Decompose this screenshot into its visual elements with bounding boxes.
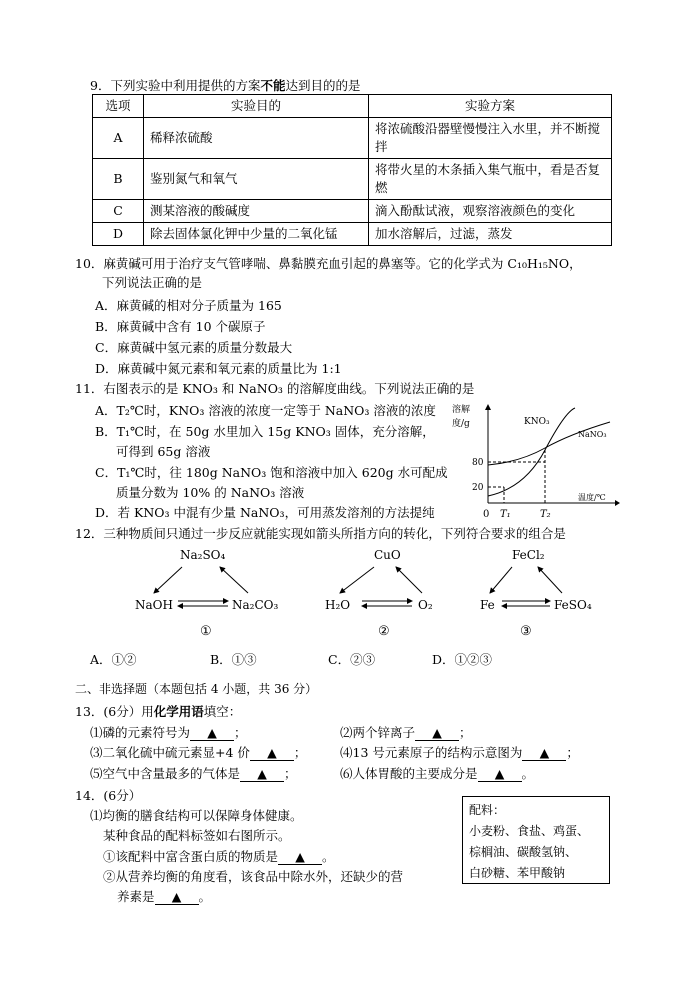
q12-option-b: B．①③ <box>210 652 257 667</box>
q12-g2-top: CuO <box>374 548 401 562</box>
q10-option-d: D．麻黄碱中氮元素和氧元素的质量比为 1:1 <box>95 361 342 376</box>
ingredient-title: 配料： <box>469 803 506 817</box>
q12-g3-num: ③ <box>520 624 532 639</box>
tick-80: 80 <box>472 458 484 468</box>
q12-option-d: D．①②③ <box>432 652 493 667</box>
ingredient-label-box <box>462 796 610 884</box>
answer-blank[interactable]: ▲ <box>522 745 566 761</box>
q13-item-punct: 。 <box>521 766 535 781</box>
q12-g2-arrow-right-top <box>396 567 422 593</box>
q14-line1: ⑴均衡的膳食结构可以保障身体健康。 <box>90 808 303 823</box>
q12-g3-arrow-top-left <box>490 567 512 593</box>
q14-sub2-text: 养素是 <box>117 889 155 904</box>
q13-item-punct: ； <box>284 766 297 781</box>
q13-item-text: ⑶二氧化硫中硫元素显+4 价 <box>90 745 250 760</box>
q12-g1-left: NaOH <box>135 598 173 612</box>
q14-sub2-line2 <box>117 887 211 905</box>
q9-row-option: A <box>93 118 144 159</box>
q13-item-text: ⑵两个锌离子 <box>340 725 416 740</box>
q10-stem-line1: 10．麻黄碱可用于治疗支气管哮喘、鼻黏膜充血引起的鼻塞等。它的化学式为 C₁₀H₁₅NO， <box>75 256 582 271</box>
solubility-graph <box>450 400 620 520</box>
q13-item-text: ⑸空气中含量最多的气体是 <box>90 766 241 781</box>
q14-sub1-text: ①该配料中富含蛋白质的物质是 <box>103 849 279 864</box>
q9-row-plan: 滴入酚酞试液，观察溶液颜色的变化 <box>369 200 612 223</box>
q13-item-punct: ； <box>566 745 579 760</box>
q11-option-b-line1: B．T₁℃时，在 50g 水里加入 15g KNO₃ 固体，充分溶解， <box>95 424 435 439</box>
q13-item-2 <box>340 723 472 741</box>
q14-line2: 某种食品的配料标签如右图所示。 <box>103 828 291 843</box>
q9-header-option: 选项 <box>93 95 144 118</box>
section-heading: 二、非选择题（本题包括 4 小题，共 36 分） <box>75 682 318 696</box>
q12-g2-right: O₂ <box>418 598 433 612</box>
answer-blank[interactable]: ▲ <box>415 725 459 741</box>
q12-stem: 12．三种物质间只通过一步反应就能实现如箭头所指方向的转化，下列符合要求的组合是 <box>75 526 566 541</box>
q12-g1-arrow-right-top <box>220 567 248 593</box>
q13-item-text: ⑴磷的元素符号为 <box>90 725 191 740</box>
q13-stem-suffix: 填空： <box>203 704 242 719</box>
q13-item-text: ⑷13 号元素原子的结构示意图为 <box>340 745 523 760</box>
q9-row-option: D <box>93 223 144 246</box>
t2-label: T₂ <box>540 509 551 520</box>
nano3-label: NaNO₃ <box>578 430 607 439</box>
q12-option-a: A．①② <box>90 652 137 667</box>
q10-option-c: C．麻黄碱中氢元素的质量分数最大 <box>95 340 293 355</box>
q10-option-a: A．麻黄碱的相对分子质量为 165 <box>95 298 282 313</box>
q12-g3-right: FeSO₄ <box>554 598 592 612</box>
y-label-line1: 溶解 <box>452 405 471 415</box>
q14-sub1-punct: 。 <box>322 849 335 864</box>
tick-20: 20 <box>472 483 484 493</box>
x-axis-arrow <box>615 500 620 506</box>
q9-row-goal: 鉴别氮气和氧气 <box>144 159 369 200</box>
q11-option-c-line1: C．T₁℃时，往 180g NaNO₃ 饱和溶液中加入 620g 水可配成 <box>95 465 448 480</box>
answer-blank[interactable]: ▲ <box>240 766 284 782</box>
answer-blank[interactable]: ▲ <box>250 745 294 761</box>
x-label: 温度/℃ <box>578 493 606 502</box>
q9-row-plan: 将带火星的木条插入集气瓶中，看是否复燃 <box>369 159 612 200</box>
answer-blank[interactable]: ▲ <box>155 889 199 905</box>
q13-stem-bold: 化学用语 <box>153 704 204 719</box>
q11-option-b-line2: 可得到 65g 溶液 <box>116 444 211 459</box>
q13-item-text: ⑹人体胃酸的主要成分是 <box>340 766 478 781</box>
q9-row-plan: 加水溶解后，过滤，蒸发 <box>369 223 612 246</box>
q13-item-punct: ； <box>234 725 247 740</box>
kno3-label: KNO₃ <box>524 417 550 427</box>
y-axis-arrow <box>485 404 491 410</box>
q9-table <box>92 94 612 246</box>
origin-label: 0 <box>483 509 490 520</box>
q11-option-a: A．T₂℃时，KNO₃ 溶液的浓度一定等于 NaNO₃ 溶液的浓度 <box>95 403 436 418</box>
q9-stem-prefix: 9．下列实验中利用提供的方案 <box>90 78 261 93</box>
q13-stem-prefix: 13．(6分）用 <box>75 704 154 719</box>
q14-sub2-punct: 。 <box>198 889 212 904</box>
q9-header-goal: 实验目的 <box>144 95 369 118</box>
ingredient-line: 白砂糖、苯甲酸钠 <box>469 866 566 880</box>
q9-row-goal: 稀释浓硫酸 <box>144 118 369 159</box>
q12-g1-num: ① <box>200 624 212 639</box>
q13-item-6 <box>340 764 534 782</box>
q12-g1-right: Na₂CO₃ <box>232 598 279 612</box>
y-label-line2: 度/g <box>452 419 470 429</box>
q12-option-c: C．②③ <box>328 652 376 667</box>
q11-option-d: D．若 KNO₃ 中混有少量 NaNO₃，可用蒸发溶剂的方法提纯 <box>95 505 435 520</box>
q10-option-b: B．麻黄碱中含有 10 个碳原子 <box>95 319 266 334</box>
q12-diagrams <box>130 545 610 640</box>
answer-blank[interactable]: ▲ <box>478 766 522 782</box>
q12-g2-left: H₂O <box>325 598 351 612</box>
q13-item-3 <box>90 743 306 761</box>
q12-g2-arrow-top-left <box>340 567 374 593</box>
q14-stem: 14．(6分） <box>75 788 142 803</box>
answer-blank[interactable]: ▲ <box>190 725 234 741</box>
q10-stem-line2: 下列说法正确的是 <box>102 275 203 290</box>
q9-stem <box>90 76 361 94</box>
t1-label: T₁ <box>500 509 511 520</box>
q13-stem <box>75 702 241 720</box>
ingredient-line: 棕榈油、碳酸氢钠、 <box>469 845 578 859</box>
q9-stem-suffix: 达到目的的是 <box>285 78 361 93</box>
q13-item-4 <box>340 743 579 761</box>
answer-blank[interactable]: ▲ <box>278 849 322 865</box>
q9-row-option: C <box>93 200 144 223</box>
ingredient-line: 小麦粉、食盐、鸡蛋、 <box>469 824 590 838</box>
q13-item-punct: ； <box>293 745 307 760</box>
q11-option-c-line2: 质量分数为 10% 的 NaNO₃ 溶液 <box>116 485 305 500</box>
q11-stem: 11．右图表示的是 KNO₃ 和 NaNO₃ 的溶解度曲线。下列说法正确的是 <box>75 381 475 396</box>
q9-row-option: B <box>93 159 144 200</box>
q12-g1-arrow-top-left <box>154 567 182 593</box>
q13-item-5 <box>90 764 297 782</box>
q12-g2-num: ② <box>378 624 390 639</box>
q12-g1-top: Na₂SO₄ <box>180 548 226 562</box>
q9-row-plan: 将浓硫酸沿器壁慢慢注入水里，并不断搅拌 <box>369 118 612 159</box>
q13-item-1 <box>90 723 247 741</box>
q9-stem-bold: 不能 <box>260 78 286 93</box>
q14-sub2-line1: ②从营养均衡的角度看，该食品中除水外，还缺少的营 <box>103 869 404 884</box>
q12-g3-arrow-right-top <box>538 567 562 593</box>
q12-g3-left: Fe <box>480 598 495 612</box>
q14-sub1 <box>103 847 335 865</box>
q9-header-plan: 实验方案 <box>369 95 612 118</box>
q9-row-goal: 除去固体氯化钾中少量的二氧化锰 <box>144 223 369 246</box>
q12-g3-top: FeCl₂ <box>512 548 545 562</box>
q9-row-goal: 测某溶液的酸碱度 <box>144 200 369 223</box>
q13-item-punct: ； <box>459 725 472 740</box>
